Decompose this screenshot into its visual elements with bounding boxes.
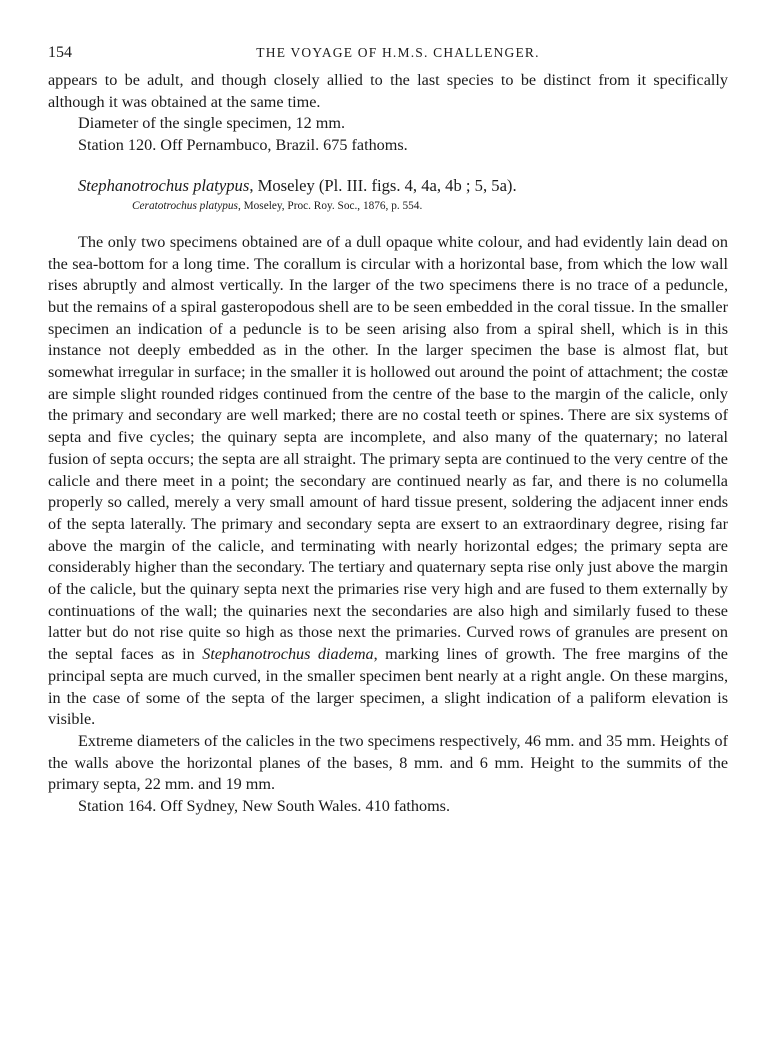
- description-text-1: The only two specimens obtained are of a dull opaque white colour, and had evidently lain dead on the sea-bottom for a long time. The corallum is circular with a horizontal base, from which the low wall rises abruptly and almost vertically. In the larger of the two specimens there is no trace of a peduncle, but the remains of a spiral gasteropodous shell are to be seen embedded in the coral tissue. In the smaller specimen an indication of a peduncle is to be seen arising also from a spiral shell, which is in this instance not deeply embedded as in the other. In the larger specimen the base is almost flat, but somewhat irregular in surface; in the smaller it is hollowed out around the point of attachment; the costæ are simple slight rounded ridges continued from the centre of the base to the margin of the calicle, only the primary and secondary are well marked; there are no costal teeth or spines. There are six systems of septa and five cycles; the quinary septa are incomplete, and also many of the quaternary; no lateral fusion of septa occurs; the septa are all straight. The primary septa are continued to the very centre of the calicle and there meet in a point; the secondary are continued nearly as far, and there is no columella properly so called, merely a very small amount of hard tissue present, soldering the adjacent inner ends of the septa laterally. The primary and secondary septa are exsert to an extraordinary degree, rising far above the margin of the calicle, and terminating with nearly horizontal edges; the primary septa are considerably higher than the secondary. The tertiary and quaternary septa rise only just above the margin of the calicle, but the quinary septa next the primaries rise very high and are fused to them externally by continuations of the wall; the quinaries next the secondaries are also high and similarly fused to these latter but do not rise quite so high as those next the primaries. Curved rows of granules are present on the septal faces as in: [48, 232, 728, 664]
- species-description: [48, 232, 728, 818]
- page-header: [48, 44, 728, 66]
- page-number: 154: [48, 44, 72, 61]
- continuation-paragraph: appears to be adult, and though closely allied to the last species to be distinct from it specifically although it was obtained at the same time.: [48, 71, 728, 111]
- synonymy-line: [48, 198, 728, 214]
- running-head: THE VOYAGE OF H.M.S. CHALLENGER.: [256, 45, 540, 60]
- species-name: Stephanotrochus platypus: [78, 175, 250, 195]
- synonym-name: Ceratotrochus platypus: [132, 199, 238, 212]
- measurements-paragraph: Extreme diameters of the calicles in the two specimens respectively, 46 mm. and 35 mm. Heights of the walls above the horizontal planes of the bases, 8 mm. and 6 mm. Height to the summits of the primary septa, 22 mm. and 19 mm.: [48, 731, 728, 794]
- station-record: Station 120. Off Pernambuco, Brazil. 675 fathoms.: [78, 136, 408, 155]
- description-species-reference: Stephanotrochus diadema: [202, 645, 374, 664]
- species-authority: , Moseley (Pl. III. figs. 4, 4a, 4b ; 5, 5a).: [249, 175, 517, 195]
- description-text-2: , marking lines of growth. The free margins of the principal septa are much curved, in the smaller specimen bent nearly at a right angle. On these margins, in the case of some of the septa of the larger specimen, a slight indication of a paliform elevation is visible.: [48, 645, 728, 729]
- specimen-diameter: Diameter of the single specimen, 12 mm.: [78, 114, 346, 133]
- station-record: Station 164. Off Sydney, New South Wales. 410 fathoms.: [78, 797, 451, 816]
- species-heading: [48, 175, 728, 196]
- document-page: [48, 44, 728, 818]
- description-paragraph: [48, 232, 728, 731]
- synonym-reference: , Moseley, Proc. Roy. Soc., 1876, p. 554.: [237, 199, 423, 212]
